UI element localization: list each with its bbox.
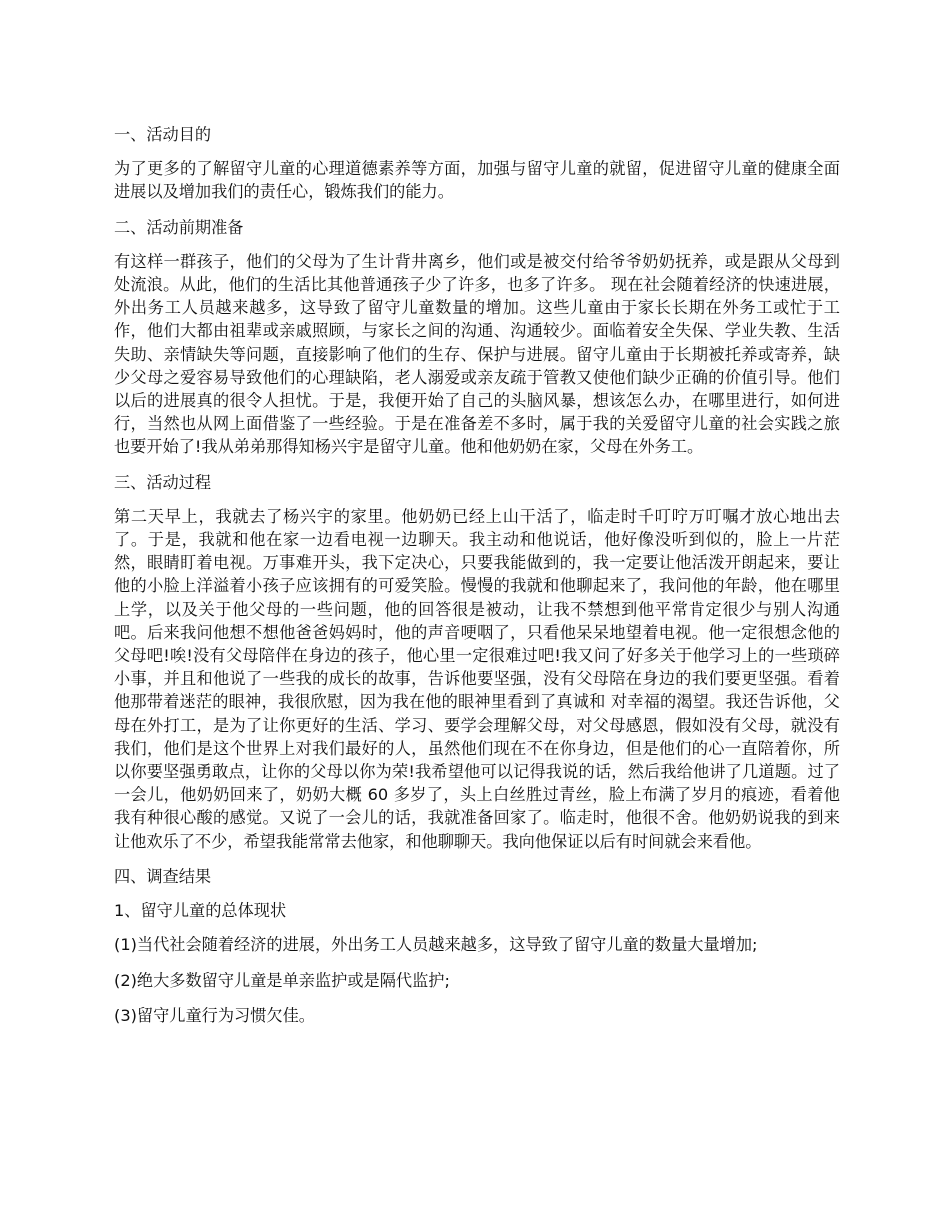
subsection-heading-status: 1、留守儿童的总体现状 bbox=[114, 901, 287, 921]
result-item-2: (2)绝大多数留守儿童是单亲监护或是隔代监护; bbox=[114, 970, 450, 990]
section-heading-results: 四、调查结果 bbox=[114, 866, 212, 886]
paragraph-purpose: 为了更多的了解留守儿童的心理道德素养等方面，加强与留守儿童的就留，促进留守儿童的健康全面进展以及增加我们的责任心，锻炼我们的能力。 bbox=[114, 159, 840, 202]
result-item-3: (3)留守儿童行为习惯欠佳。 bbox=[114, 1005, 315, 1025]
section-heading-purpose: 一、活动目的 bbox=[114, 125, 212, 144]
section-heading-preparation: 二、活动前期准备 bbox=[114, 217, 244, 237]
document-page bbox=[114, 123, 840, 1039]
result-item-1: (1)当代社会随着经济的进展，外出务工人员越来越多，这导致了留守儿童的数量大量增加; bbox=[114, 935, 758, 955]
paragraph-preparation: 有这样一群孩子，他们的父母为了生计背井离乡，他们或是被交付给爷爷奶奶抚养，或是跟从父母到处流浪。从此，他们的生活比其他普通孩子少了许多，也多了许多。 现在社会随着经济的快速进展，外出务工人员越来越多，这导致了留守儿童数量的增加。这些儿童由于家长长期在外务工或忙于工作，他们大都由祖辈或亲戚照顾，与家长之间的沟通、沟通较少。面临着安全失保、学业失教、生活失助、亲情缺失等问题，直接影响了他们的生存、保护与进展。留守儿童由于长期被托养或寄养，缺少父母之爱容易导致他们的心理缺陷，老人溺爱或亲友疏于管教又使他们缺少正确的价值引导。他们以后的进展真的很令人担忧。于是，我便开始了自己的头脑风暴，想该怎么办，在哪里进行，如何进行，当然也从网上面借鉴了一些经验。于是在准备差不多时，属于我的关爱留守儿童的社会实践之旅也要开始了!我从弟弟那得知杨兴宇是留守儿童。他和他奶奶在家，父母在外务工。 bbox=[114, 251, 840, 457]
section-heading-process: 三、活动过程 bbox=[114, 472, 212, 492]
paragraph-process: 第二天早上，我就去了杨兴宇的家里。他奶奶已经上山干活了，临走时千叮咛万叮嘱才放心地出去了。于是，我就和他在家一边看电视一边聊天。我主动和他说话，他好像没听到似的，脸上一片茫然，眼睛盯着电视。万事难开头，我下定决心，只要我能做到的，我一定要让他活泼开朗起来，要让他的小脸上洋溢着小孩子应该拥有的可爱笑脸。慢慢的我就和他聊起来了，我问他的年龄，他在哪里上学，以及关于他父母的一些问题，他的回答很是被动，让我不禁想到他平常肯定很少与别人沟通吧。后来我问他想不想他爸爸妈妈时，他的声音哽咽了，只看他呆呆地望着电视。他一定很想念他的父母吧!唉!没有父母陪伴在身边的孩子，他心里一定很难过吧!我又问了好多关于他学习上的一些琐碎小事，并且和他说了一些我的成长的故事，告诉他要坚强，没有父母陪在身边的我们要更坚强。看着他那带着迷茫的眼神，我很欣慰，因为我在他的眼神里看到了真诚和 对幸福的渴望。我还告诉他，父母在外打工，是为了让你更好的生活、学习、要学会理解父母，对父母感恩，假如没有父母，就没有我们，他们是这个世界上对我们最好的人，虽然他们现在不在你身边，但是他们的心一直陪着你，所以你要坚强勇敢点，让你的父母以你为荣!我希望他可以记得我说的话，然后我给他讲了几道题。过了一会儿，他奶奶回来了，奶奶大概 60 多岁了，头上白丝胜过青丝，脸上布满了岁月的痕迹，看着他我有种很心酸的感觉。又说了一会儿的话，我就准备回家了。临走时，他很不舍。他奶奶说我的到来让他欢乐了不少，希望我能常常去他家，和他聊聊天。我向他保证以后有时间就会来看他。 bbox=[114, 506, 840, 851]
